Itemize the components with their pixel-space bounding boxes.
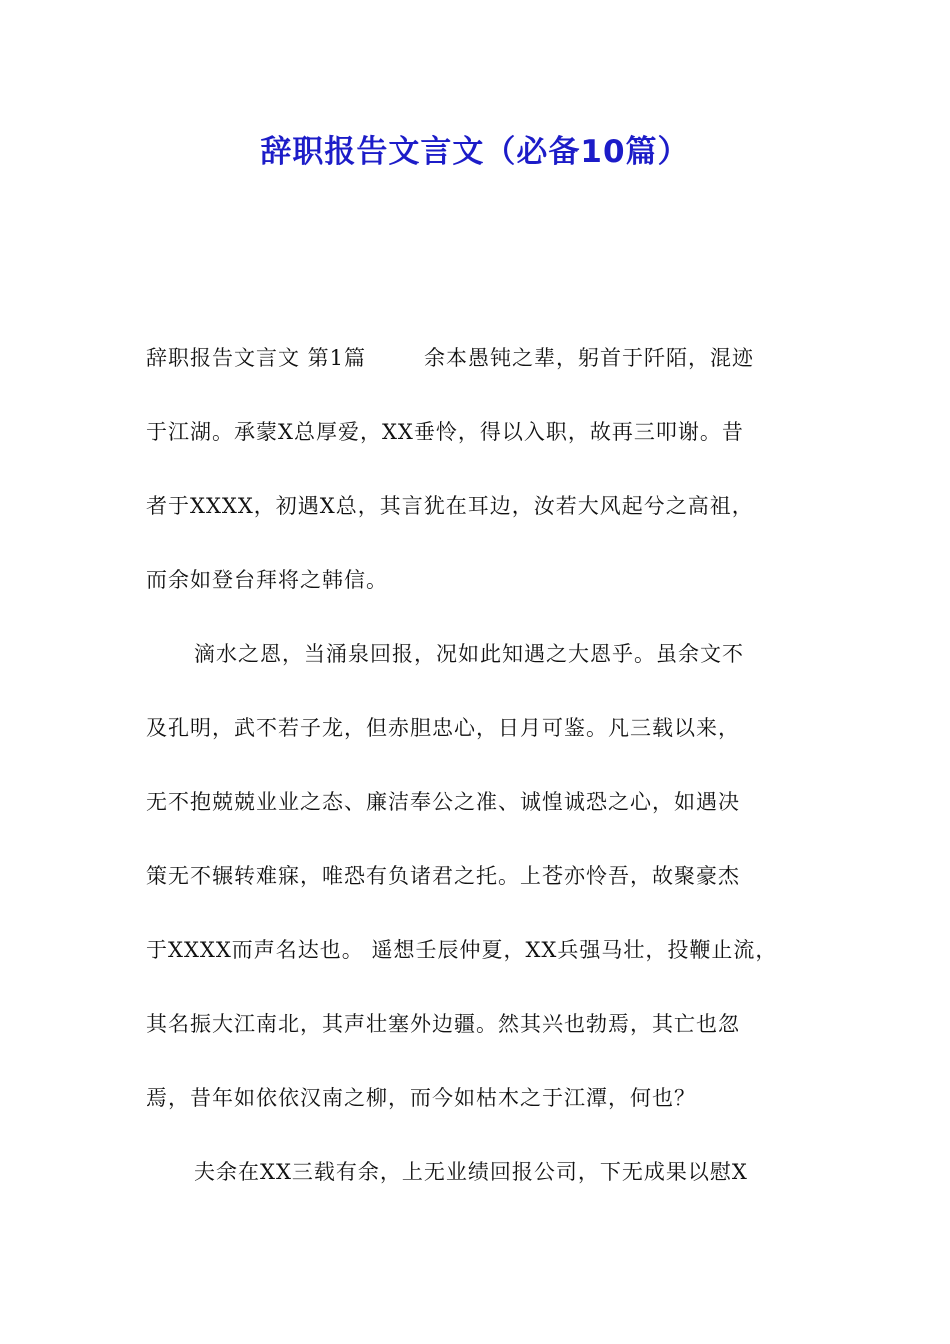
paragraph-2-line-2: 及孔明，武不若子龙，但赤胆忠心，日月可鉴。凡三载以来， bbox=[146, 716, 740, 740]
paragraph-1-text: 余本愚钝之辈，躬首于阡陌，混迹 bbox=[424, 346, 755, 370]
paragraph-2-line-3: 无不抱兢兢业业之态、廉洁奉公之准、诚惶诚恐之心，如遇决 bbox=[146, 790, 740, 814]
paragraph-2-line-4: 策无不辗转难寐，唯恐有负诸君之托。上苍亦怜吾，故聚豪杰 bbox=[146, 864, 740, 888]
paragraph-1-line-2: 于江湖。承蒙X总厚爱，XX垂怜，得以入职，故再三叩谢。昔 bbox=[146, 420, 744, 444]
document-title: 辞职报告文言文（必备10篇） bbox=[260, 134, 690, 170]
paragraph-1-line-3: 者于XXXX，初遇X总，其言犹在耳边，汝若大风起兮之高祖， bbox=[146, 494, 754, 518]
paragraph-2-line-5: 于XXXX而声名达也。 遥想壬辰仲夏，XX兵强马壮，投鞭止流， bbox=[146, 938, 778, 962]
paragraph-2-line-1: 滴水之恩，当涌泉回报，况如此知遇之大恩乎。虽余文不 bbox=[194, 642, 744, 666]
paragraph-2-line-7: 焉，昔年如依依汉南之柳，而今如枯木之于江潭，何也？ bbox=[146, 1086, 696, 1110]
paragraph-3-line-1: 夫余在XX三载有余，上无业绩回报公司，下无成果以慰X bbox=[194, 1160, 748, 1184]
paragraph-2-line-6: 其名振大江南北，其声壮塞外边疆。然其兴也勃焉，其亡也忽 bbox=[146, 1012, 740, 1036]
section-heading: 辞职报告文言文 第1篇 bbox=[146, 346, 367, 370]
paragraph-1-line-4: 而余如登台拜将之韩信。 bbox=[146, 568, 388, 592]
document-body bbox=[146, 340, 826, 1228]
paragraph-1-line-1 bbox=[146, 340, 826, 377]
